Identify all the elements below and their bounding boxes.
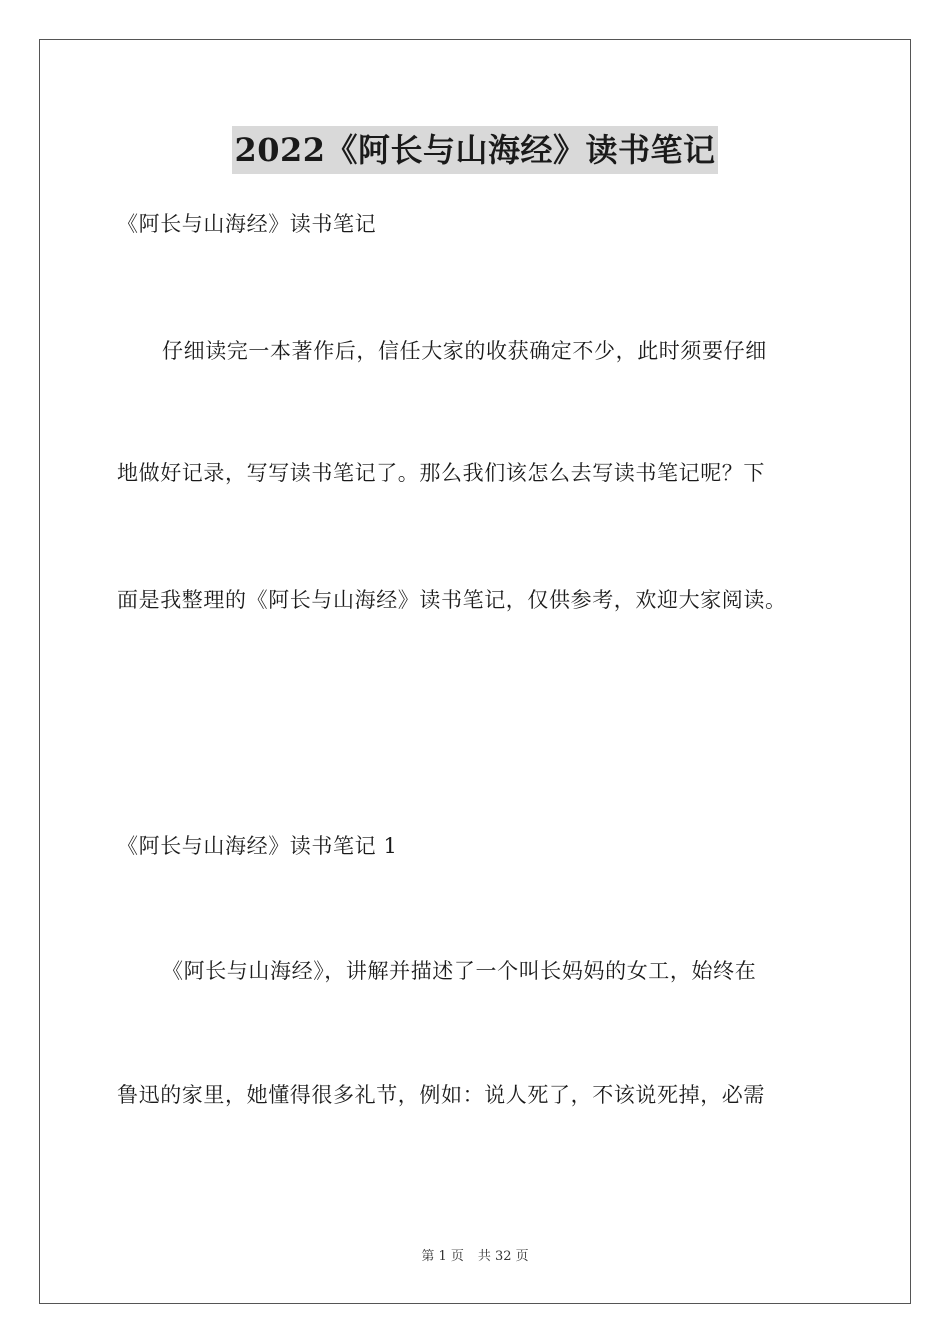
section-line-2: 鲁迅的家里，她懂得很多礼节，例如：说人死了，不该说死掉，必需 — [117, 1083, 765, 1107]
page-number: 第 1 页 — [421, 1249, 464, 1264]
page-footer — [0, 1245, 950, 1264]
page-total: 共 32 页 — [477, 1249, 529, 1264]
document-subtitle: 《阿长与山海经》读书笔记 — [117, 212, 377, 236]
intro-line-3: 面是我整理的《阿长与山海经》读书笔记，仅供参考，欢迎大家阅读。 — [117, 588, 787, 612]
document-title: 2022《阿长与山海经》读书笔记 — [232, 126, 717, 174]
intro-line-2: 地做好记录，写写读书笔记了。那么我们该怎么去写读书笔记呢？下 — [117, 461, 765, 485]
intro-line-1: 仔细读完一本著作后，信任大家的收获确定不少，此时须要仔细 — [162, 339, 767, 363]
section-heading: 《阿长与山海经》读书笔记 1 — [117, 834, 398, 858]
section-line-1: 《阿长与山海经》，讲解并描述了一个叫长妈妈的女工，始终在 — [162, 959, 757, 983]
document-title-block — [0, 126, 950, 174]
